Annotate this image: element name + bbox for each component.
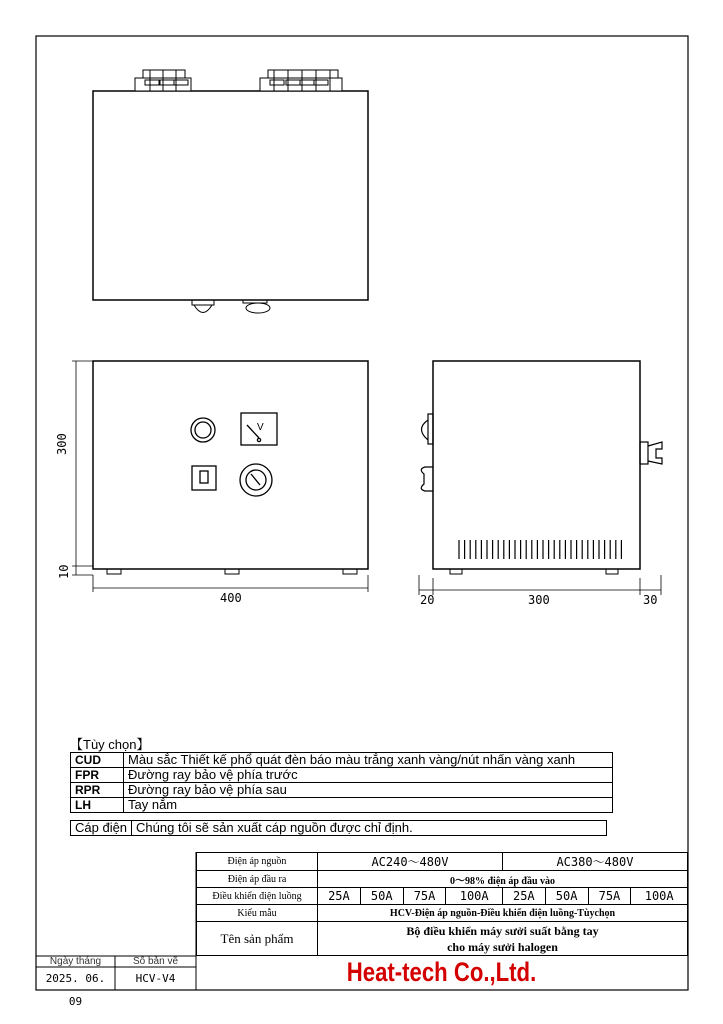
spec-table [196,852,688,956]
output-voltage-label: Điện áp đầu ra [197,871,318,888]
current-value: 25A [318,888,361,905]
terminal-block-left [135,70,191,91]
dim-side [419,575,661,595]
product-line-2: cho máy sưởi halogen [447,939,558,954]
current-label: Điều khiển điện luồng [197,888,318,905]
supply-voltage-1: AC240～480V [318,853,503,871]
dim-label-front-base: 10 [57,564,71,579]
voltmeter-label: V [257,422,264,433]
company-logo: Heat-tech Co.,Ltd. [347,957,537,987]
product-line-1: Bộ điều khiển máy sưởi suất bằng tay [406,923,599,938]
current-value: 100A [631,888,688,905]
current-value: 75A [588,888,631,905]
knob-protrusion [192,300,214,313]
model-label: Kiểu mẫu [197,905,318,922]
company-cell [196,956,688,990]
top-view [93,70,368,313]
current-value: 25A [502,888,545,905]
dim-label-side-right: 30 [643,593,658,607]
front-view-body [93,361,368,569]
drawing-no-value: HCV-V4 [135,972,176,985]
date-value: 2025. 06. 09 [45,972,106,1008]
option-code: CUD [71,753,124,768]
option-desc: Đường ray bảo vệ phía trước [124,768,613,783]
product-name [318,922,688,956]
option-code: LH [71,798,124,813]
front-view [72,361,368,592]
output-voltage: 0～98% điện áp đầu vào [318,871,688,888]
date-label: Ngày tháng [49,956,102,967]
dim-label-side-left: 20 [420,593,435,607]
supply-voltage-label: Điện áp nguồn [197,853,318,871]
option-row [71,768,613,783]
cable-table [70,820,607,836]
dim-front-width [93,575,368,592]
option-desc: Tay nắm [124,798,613,813]
dim-label-front-width: 400 [220,591,242,605]
option-desc: Màu sắc Thiết kế phổ quát đèn báo màu trắng xanh vàng/nút nhấn vàng xanh [124,753,613,768]
dim-label-side-width: 300 [528,593,550,607]
control-knob [240,464,272,496]
current-value: 100A [446,888,502,905]
current-value: 50A [360,888,403,905]
side-knob [421,467,433,491]
lamp-protrusion [243,300,270,313]
cable-desc: Chúng tôi sẽ sản xuất cáp nguồn được chỉ định. [132,821,607,836]
model-value: HCV-Điện áp nguồn-Điều khiển điện luồng-Tùychọn [318,905,688,922]
current-value: 50A [545,888,588,905]
side-view [419,361,662,595]
option-code: RPR [71,783,124,798]
option-row [71,753,613,768]
supply-voltage-2: AC380～480V [502,853,687,871]
option-code: FPR [71,768,124,783]
options-table [70,752,613,813]
option-row [71,798,613,813]
product-label: Tên sản phẩm [197,922,318,956]
power-switch [192,466,216,490]
top-view-body [93,91,368,300]
side-lamp [422,414,434,444]
options-title: 【Tùy chọn】 [70,737,150,752]
sheet-border [36,36,688,1008]
terminal-block-right [260,70,342,91]
side-view-body [433,361,640,569]
cable-label: Cáp điện [71,821,132,836]
drawing-no-label: Số bản vẽ [132,956,179,967]
pilot-lamp [191,418,215,442]
dim-front-height [72,361,93,575]
dim-label-front-height: 300 [55,433,69,455]
current-value: 75A [403,888,446,905]
side-terminal [640,442,662,464]
option-desc: Đường ray bảo vệ phía sau [124,783,613,798]
option-row [71,783,613,798]
side-vents [459,540,621,559]
